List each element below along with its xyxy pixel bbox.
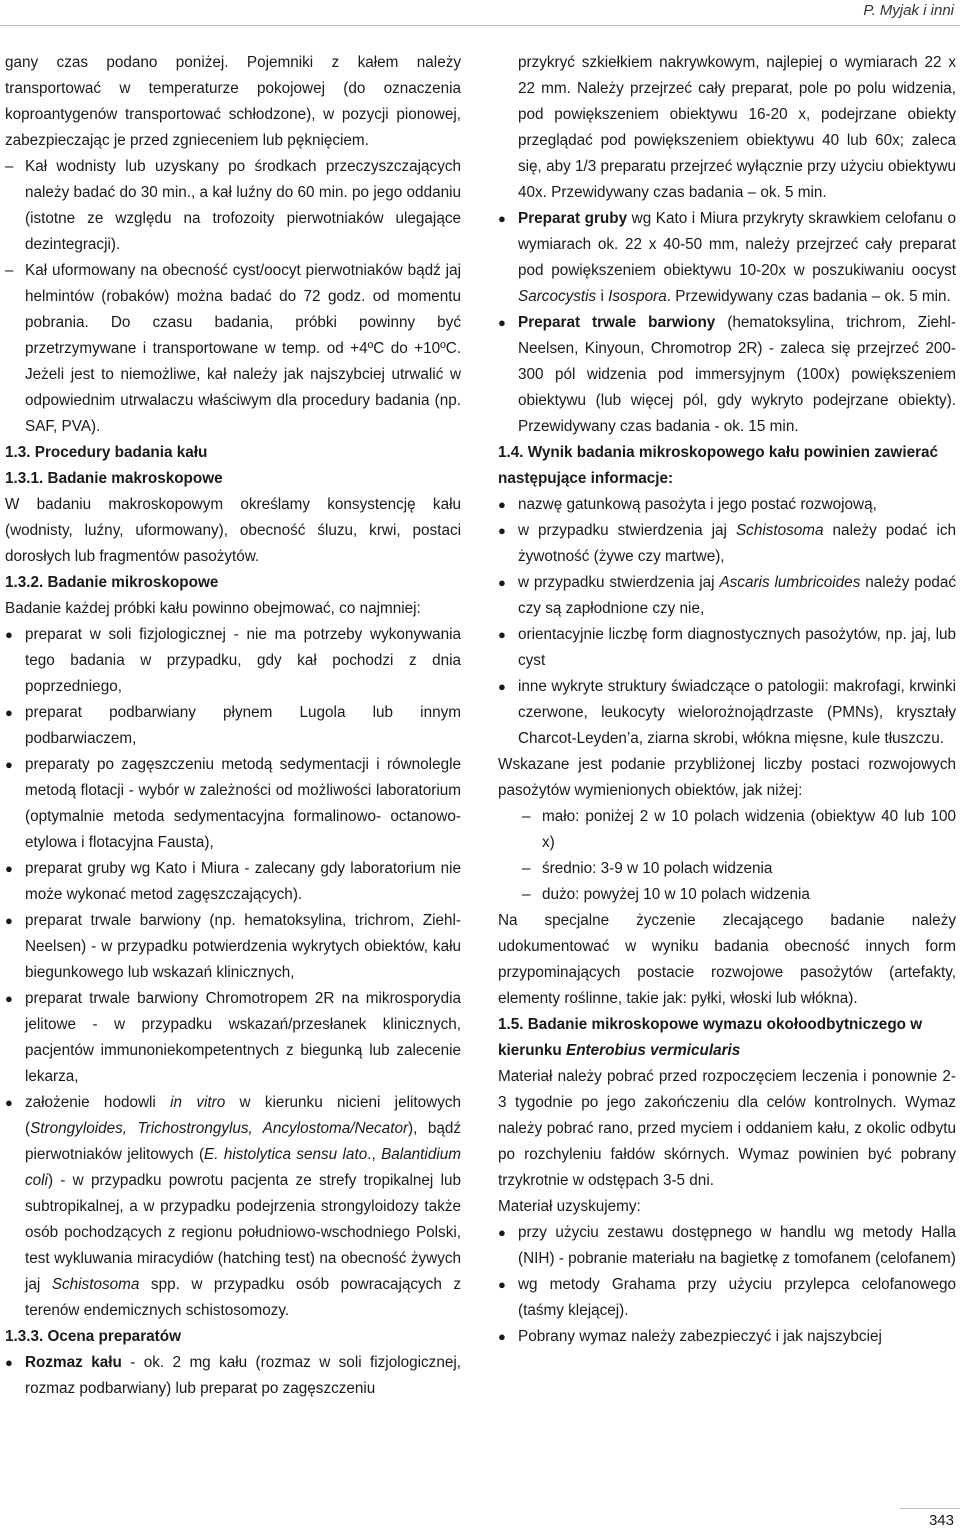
bullet-text: ., bbox=[367, 1146, 382, 1163]
bullet-item bbox=[5, 986, 461, 1090]
paragraph: gany czas podano poniżej. Pojemniki z kałem należy transportować w temperaturze pokojowej (do oznaczenia koproantygenów transportować schłodzone), w pozycji pionowej, zabezpieczając je przed zgnieceniem lub pęknięciem. bbox=[5, 54, 461, 149]
paragraph: Badanie każdej próbki kału powinno obejmować, co najmniej: bbox=[5, 600, 421, 617]
bullet-text: inne wykryte struktury świadczące o patologii: makrofagi, krwinki czerwone, leukocyty wielorożnojądrzaste (PMNs), kryształy Charcot-Leyden’a, ziarna skrobi, włókna mięsne, kule tłuszczu. bbox=[518, 678, 956, 747]
bullet-icon: ● bbox=[498, 523, 506, 538]
paragraph: Materiał należy pobrać przed rozpoczęciem leczenia i ponownie 2-3 tygodnie po jego zakończeniu dla celów kontrolnych. Wymaz należy pobrać rano, przed myciem i oddaniem kału, z okolic odbytu po rozchyleniu fałdów skórnych. Wymaz powinien być pobrany trzykrotnie w odstępach 3-5 dni. bbox=[498, 1068, 956, 1189]
paragraph: W badaniu makroskopowym określamy konsystencję kału (wodnisty, luźny, uformowany), obecność śluzu, krwi, postaci dorosłych lub fragmentów pasożytów. bbox=[5, 496, 461, 565]
left-column bbox=[5, 50, 461, 1402]
bullet-item bbox=[5, 856, 461, 908]
italic-term: Enterobius vermicularis bbox=[566, 1042, 741, 1059]
bullet-item bbox=[5, 622, 461, 700]
bullet-item bbox=[498, 1272, 956, 1324]
bullet-item bbox=[498, 310, 956, 440]
bullet-icon: ● bbox=[5, 991, 13, 1006]
subsection-heading: 1.3.2. Badanie mikroskopowe bbox=[5, 574, 219, 591]
bullet-text: preparaty po zagęszczeniu metodą sedymentacji i równolegle metodą flotacji - wybór w zależności od możliwości laboratorium (optymalnie metoda sedymentacyjna formalinowo- octanowo-etylowa i flotacyjna Fausta), bbox=[25, 756, 461, 851]
dash-text: mało: poniżej 2 w 10 polach widzenia (obiektyw 40 lub 100 x) bbox=[542, 808, 956, 851]
italic-term: Balantidium coli bbox=[25, 1146, 461, 1189]
bullet-text: spp. w przypadku osób powracających z terenów endemicznych schistosomozy. bbox=[25, 1276, 461, 1319]
bullet-icon: ● bbox=[498, 1277, 506, 1292]
bullet-text: przy użyciu zestawu dostępnego w handlu wg metody Halla (NIH) - pobranie materiału na bagietkę z tomofanem (celofanem) bbox=[518, 1224, 956, 1267]
heading-text: 1.5. Badanie mikroskopowe wymazu okołoodbytniczego w kierunku bbox=[498, 1016, 923, 1059]
bullet-icon: ● bbox=[5, 627, 13, 642]
subsection-heading: 1.3.3. Ocena preparatów bbox=[5, 1328, 181, 1345]
page-number: 343 bbox=[928, 1512, 954, 1529]
dash-text: dużo: powyżej 10 w 10 polach widzenia bbox=[542, 886, 810, 903]
subsection-heading: 1.3.1. Badanie makroskopowe bbox=[5, 470, 223, 487]
page-header bbox=[0, 0, 960, 26]
paragraph: Materiał uzyskujemy: bbox=[498, 1198, 641, 1215]
bullet-text: orientacyjnie liczbę form diagnostycznych pasożytów, np. jaj, lub cyst bbox=[518, 626, 956, 669]
bullet-text: - ok. 2 mg kału (rozmaz w soli fizjologicznej, rozmaz podbarwiany) lub preparat po zagęszczeniu bbox=[25, 1354, 461, 1397]
bullet-item bbox=[5, 1350, 461, 1402]
dash-marker: – bbox=[522, 860, 531, 877]
bullet-icon: ● bbox=[5, 913, 13, 928]
paragraph: przykryć szkiełkiem nakrywkowym, najlepiej o wymiarach 22 x 22 mm. Należy przejrzeć cały preparat, pole po polu widzenia, pod powiększeniem obiektywu 16-20 x, podejrzane obiekty przeglądać pod powiększeniem obiektywu 40 lub 60x; zaleca się, aby 1/3 preparatu przejrzeć wyłącznie przy użyciu obiektywu 40x. Przewidywany czas badania – ok. 5 min. bbox=[518, 54, 956, 201]
italic-term: Schistosoma bbox=[51, 1276, 140, 1293]
section-heading bbox=[498, 1012, 956, 1064]
paragraph: Wskazane jest podanie przybliżonej liczby postaci rozwojowych pasożytów wymienionych obiektów, jak niżej: bbox=[498, 756, 956, 799]
dash-marker: – bbox=[5, 158, 14, 175]
bullet-item bbox=[498, 206, 956, 310]
bullet-icon: ● bbox=[5, 861, 13, 876]
bullet-text: Pobrany wymaz należy zabezpieczyć i jak najszybciej bbox=[518, 1328, 882, 1345]
dash-text: Kał uformowany na obecność cyst/oocyt pierwotniaków bądź jaj helmintów (robaków) można badać do 72 godz. od momentu pobrania. Do czasu badania, próbki powinny być przetrzymywane i transportowane w temp. od +4ºC do +10ºC. Jeżeli jest to niemożliwe, kał należy jak najszybciej utrwalić w odpowiednim utrwalaczu właściwym dla procedury badania (np. SAF, PVA). bbox=[25, 262, 461, 435]
bullet-item bbox=[498, 1324, 956, 1350]
bullet-item bbox=[498, 570, 956, 622]
dash-marker: – bbox=[522, 808, 531, 825]
bullet-text: należy podać ich żywotność (żywe czy martwe), bbox=[518, 522, 957, 565]
italic-term: Ascaris lumbricoides bbox=[719, 574, 861, 591]
bullet-item bbox=[5, 908, 461, 986]
bullet-item bbox=[498, 492, 956, 518]
bullet-text: w przypadku stwierdzenia jaj bbox=[518, 574, 720, 591]
bullet-text: ) - w przypadku powrotu pacjenta ze strefy tropikalnej lub subtropikalnej, a w przypadku podejrzenia strongyloidozy także osób pochodzących z regionu południowo-wschodniego Polski, test wykluwania miracydiów (hatching test) na obecność żywych jaj bbox=[25, 1172, 461, 1293]
bullet-text: . Przewidywany czas badania – ok. 5 min. bbox=[666, 288, 951, 305]
dash-marker: – bbox=[522, 886, 531, 903]
section-heading: 1.4. Wynik badania mikroskopowego kału powinien zawierać następujące informacje: bbox=[498, 444, 939, 487]
bullet-icon: ● bbox=[498, 211, 506, 226]
italic-term: E. histolytica sensu lato bbox=[204, 1146, 368, 1163]
bullet-item bbox=[498, 1220, 956, 1272]
bold-label: Preparat gruby bbox=[518, 210, 628, 227]
dash-item bbox=[5, 258, 461, 440]
italic-term: Strongyloides, Trichostrongylus, Ancylostoma/Necator bbox=[30, 1120, 409, 1137]
bullet-icon: ● bbox=[498, 315, 506, 330]
dash-text: średnio: 3-9 w 10 polach widzenia bbox=[542, 860, 773, 877]
bullet-item bbox=[498, 518, 956, 570]
bullet-icon: ● bbox=[498, 497, 506, 512]
dash-item bbox=[5, 154, 461, 258]
bullet-item bbox=[5, 700, 461, 752]
section-heading: 1.3. Procedury badania kału bbox=[5, 444, 208, 461]
bullet-icon: ● bbox=[5, 1355, 13, 1370]
bullet-icon: ● bbox=[5, 1095, 13, 1110]
bullet-icon: ● bbox=[498, 679, 506, 694]
bullet-text: (hematoksylina, trichrom, Ziehl-Neelsen, Kinyoun, Chromotrop 2R) - zaleca się przejrzeć 200-300 pól widzenia pod immersyjnym (100x) powiększeniem obiektywu (lub więcej pól, gdy wykryto podejrzane obiekty). Przewidywany czas badania - ok. 15 min. bbox=[518, 314, 956, 435]
bullet-icon: ● bbox=[498, 1225, 506, 1240]
bullet-text: należy podać czy są zapłodnione czy nie, bbox=[518, 574, 956, 617]
footer-rule bbox=[900, 1508, 960, 1509]
bullet-item bbox=[5, 752, 461, 856]
bold-label: Preparat trwale barwiony bbox=[518, 314, 716, 331]
bullet-icon: ● bbox=[5, 705, 13, 720]
bullet-text: preparat trwale barwiony (np. hematoksylina, trichrom, Ziehl-Neelsen) - w przypadku potwierdzenia wykrytych obiektów, kału biegunkowego lub wskazań klinicznych, bbox=[25, 912, 461, 981]
bullet-text: wg Kato i Miura przykryty skrawkiem celofanu o wymiarach ok. 22 x 40-50 mm, należy przejrzeć cały preparat pod powiększeniem obiektywu 10-20x w poszukiwaniu oocyst bbox=[518, 210, 956, 279]
dash-item bbox=[498, 856, 956, 882]
bullet-icon: ● bbox=[498, 627, 506, 642]
bullet-item bbox=[498, 622, 956, 674]
bullet-text: ), bądź pierwotniaków jelitowych ( bbox=[25, 1120, 461, 1163]
paragraph: Na specjalne życzenie zlecającego badanie należy udokumentować w wyniku badania obecność innych form przypominających postacie rozwojowe pasożytów (artefakty, elementy roślinne, takie jak: pyłki, włoski lub włókna). bbox=[498, 912, 956, 1007]
dash-item bbox=[498, 804, 956, 856]
dash-item bbox=[498, 882, 956, 908]
italic-term: in vitro bbox=[170, 1094, 226, 1111]
dash-text: Kał wodnisty lub uzyskany po środkach przeczyszczających należy badać do 30 min., a kał luźny do 60 min. po jego oddaniu (istotne ze względu na trofozoity pierwotniaków ulegające dezintegracji). bbox=[25, 158, 461, 253]
right-column bbox=[498, 50, 956, 1350]
bullet-text: w przypadku stwierdzenia jaj bbox=[518, 522, 736, 539]
bullet-item bbox=[5, 1090, 461, 1324]
bullet-text: preparat gruby wg Kato i Miura - zalecany gdy laboratorium nie może wykonać metod zagęszczających). bbox=[25, 860, 461, 903]
bullet-text: preparat podbarwiany płynem Lugola lub innym podbarwiaczem, bbox=[25, 704, 461, 747]
dash-marker: – bbox=[5, 262, 14, 279]
italic-term: Isospora bbox=[608, 288, 667, 305]
bullet-text: nazwę gatunkową pasożyta i jego postać rozwojową, bbox=[518, 496, 877, 513]
bullet-text: preparat w soli fizjologicznej - nie ma potrzeby wykonywania tego badania w przypadku, gdy kał pochodzi z dnia poprzedniego, bbox=[25, 626, 461, 695]
bullet-text: preparat trwale barwiony Chromotropem 2R na mikrosporydia jelitowe - w przypadku wskazań/przesłanek klinicznych, pacjentów immunoniekompetentnych z biegunką lub zalecenie lekarza, bbox=[25, 990, 461, 1085]
running-title: P. Myjak i inni bbox=[863, 2, 954, 19]
bullet-text: i bbox=[596, 288, 609, 305]
bullet-item bbox=[498, 674, 956, 752]
bold-label: Rozmaz kału bbox=[25, 1354, 122, 1371]
bullet-icon: ● bbox=[498, 575, 506, 590]
bullet-text: wg metody Grahama przy użyciu przylepca celofanowego (taśmy klejącej). bbox=[518, 1276, 956, 1319]
bullet-icon: ● bbox=[5, 757, 13, 772]
italic-term: Sarcocystis bbox=[518, 288, 597, 305]
italic-term: Schistosoma bbox=[735, 522, 824, 539]
bullet-text: założenie hodowli bbox=[25, 1094, 171, 1111]
bullet-text: w kierunku nicieni jelitowych ( bbox=[25, 1094, 461, 1137]
header-rule bbox=[0, 25, 960, 26]
bullet-icon: ● bbox=[498, 1329, 506, 1344]
